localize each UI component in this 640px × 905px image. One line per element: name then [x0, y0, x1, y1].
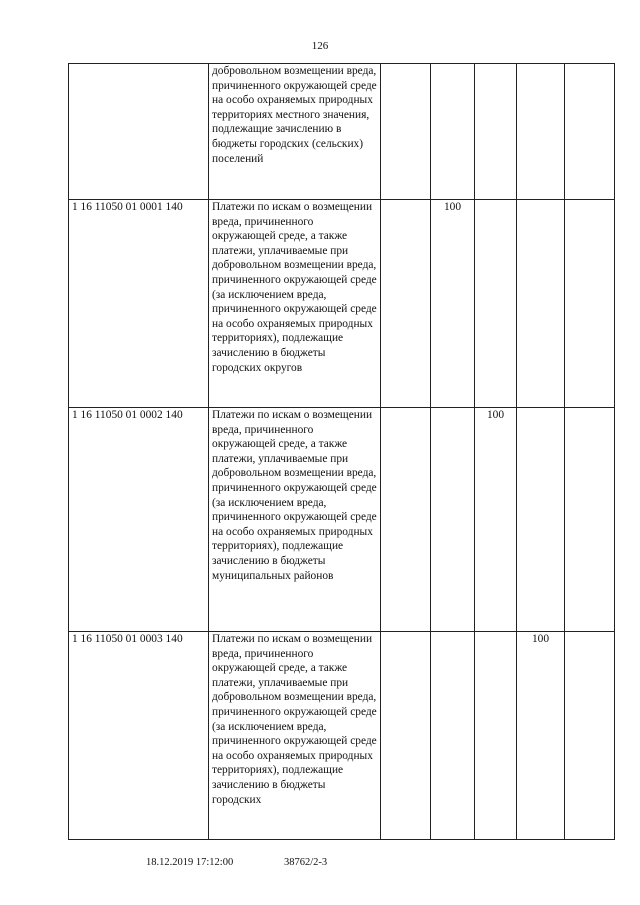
cell-value — [565, 200, 615, 408]
cell-value — [381, 200, 431, 408]
cell-value — [517, 64, 565, 200]
cell-code: 1 16 11050 01 0002 140 — [69, 408, 209, 632]
cell-value — [381, 408, 431, 632]
cell-value — [431, 632, 475, 840]
cell-description: Платежи по искам о возмещении вреда, причиненного окружающей среде, а также платежи, уплачиваемые при добровольном возмещении вреда, причиненного окружающей среде (за исключением вреда, причиненного окружающей среде на особо охраняемых природных территориях), подлежащие зачислению в бюджеты городских — [209, 632, 381, 840]
cell-code: 1 16 11050 01 0001 140 — [69, 200, 209, 408]
cell-value — [517, 200, 565, 408]
cell-value — [517, 408, 565, 632]
cell-description: добровольном возмещении вреда, причиненного окружающей среде на особо охраняемых природных территориях местного значения, подлежащие зачислению в бюджеты городских (сельских) поселений — [209, 64, 381, 200]
table-row — [69, 408, 615, 632]
footer-doc-id: 38762/2-3 — [284, 857, 328, 868]
cell-value: 100 — [517, 632, 565, 840]
table-row — [69, 200, 615, 408]
cell-value — [565, 408, 615, 632]
cell-value — [381, 632, 431, 840]
cell-value — [565, 64, 615, 200]
budget-table — [68, 63, 615, 840]
cell-code: 1 16 11050 01 0003 140 — [69, 632, 209, 840]
table-row — [69, 632, 615, 840]
cell-value — [431, 64, 475, 200]
cell-value — [565, 632, 615, 840]
cell-value — [475, 200, 517, 408]
cell-code — [69, 64, 209, 200]
cell-value — [431, 408, 475, 632]
table-row — [69, 64, 615, 200]
cell-value: 100 — [431, 200, 475, 408]
cell-description: Платежи по искам о возмещении вреда, причиненного окружающей среде, а также платежи, уплачиваемые при добровольном возмещении вреда, причиненного окружающей среде (за исключением вреда, причиненного окружающей среде на особо охраняемых природных территориях), подлежащие зачислению в бюджеты городских округов — [209, 200, 381, 408]
cell-value: 100 — [475, 408, 517, 632]
cell-description: Платежи по искам о возмещении вреда, причиненного окружающей среде, а также платежи, уплачиваемые при добровольном возмещении вреда, причиненного окружающей среде (за исключением вреда, причиненного окружающей среде на особо охраняемых природных территориях), подлежащие зачислению в бюджеты муниципальных районов — [209, 408, 381, 632]
cell-value — [475, 632, 517, 840]
page-number: 126 — [311, 40, 329, 52]
cell-value — [475, 64, 517, 200]
footer-datetime: 18.12.2019 17:12:00 — [146, 857, 234, 868]
cell-value — [381, 64, 431, 200]
